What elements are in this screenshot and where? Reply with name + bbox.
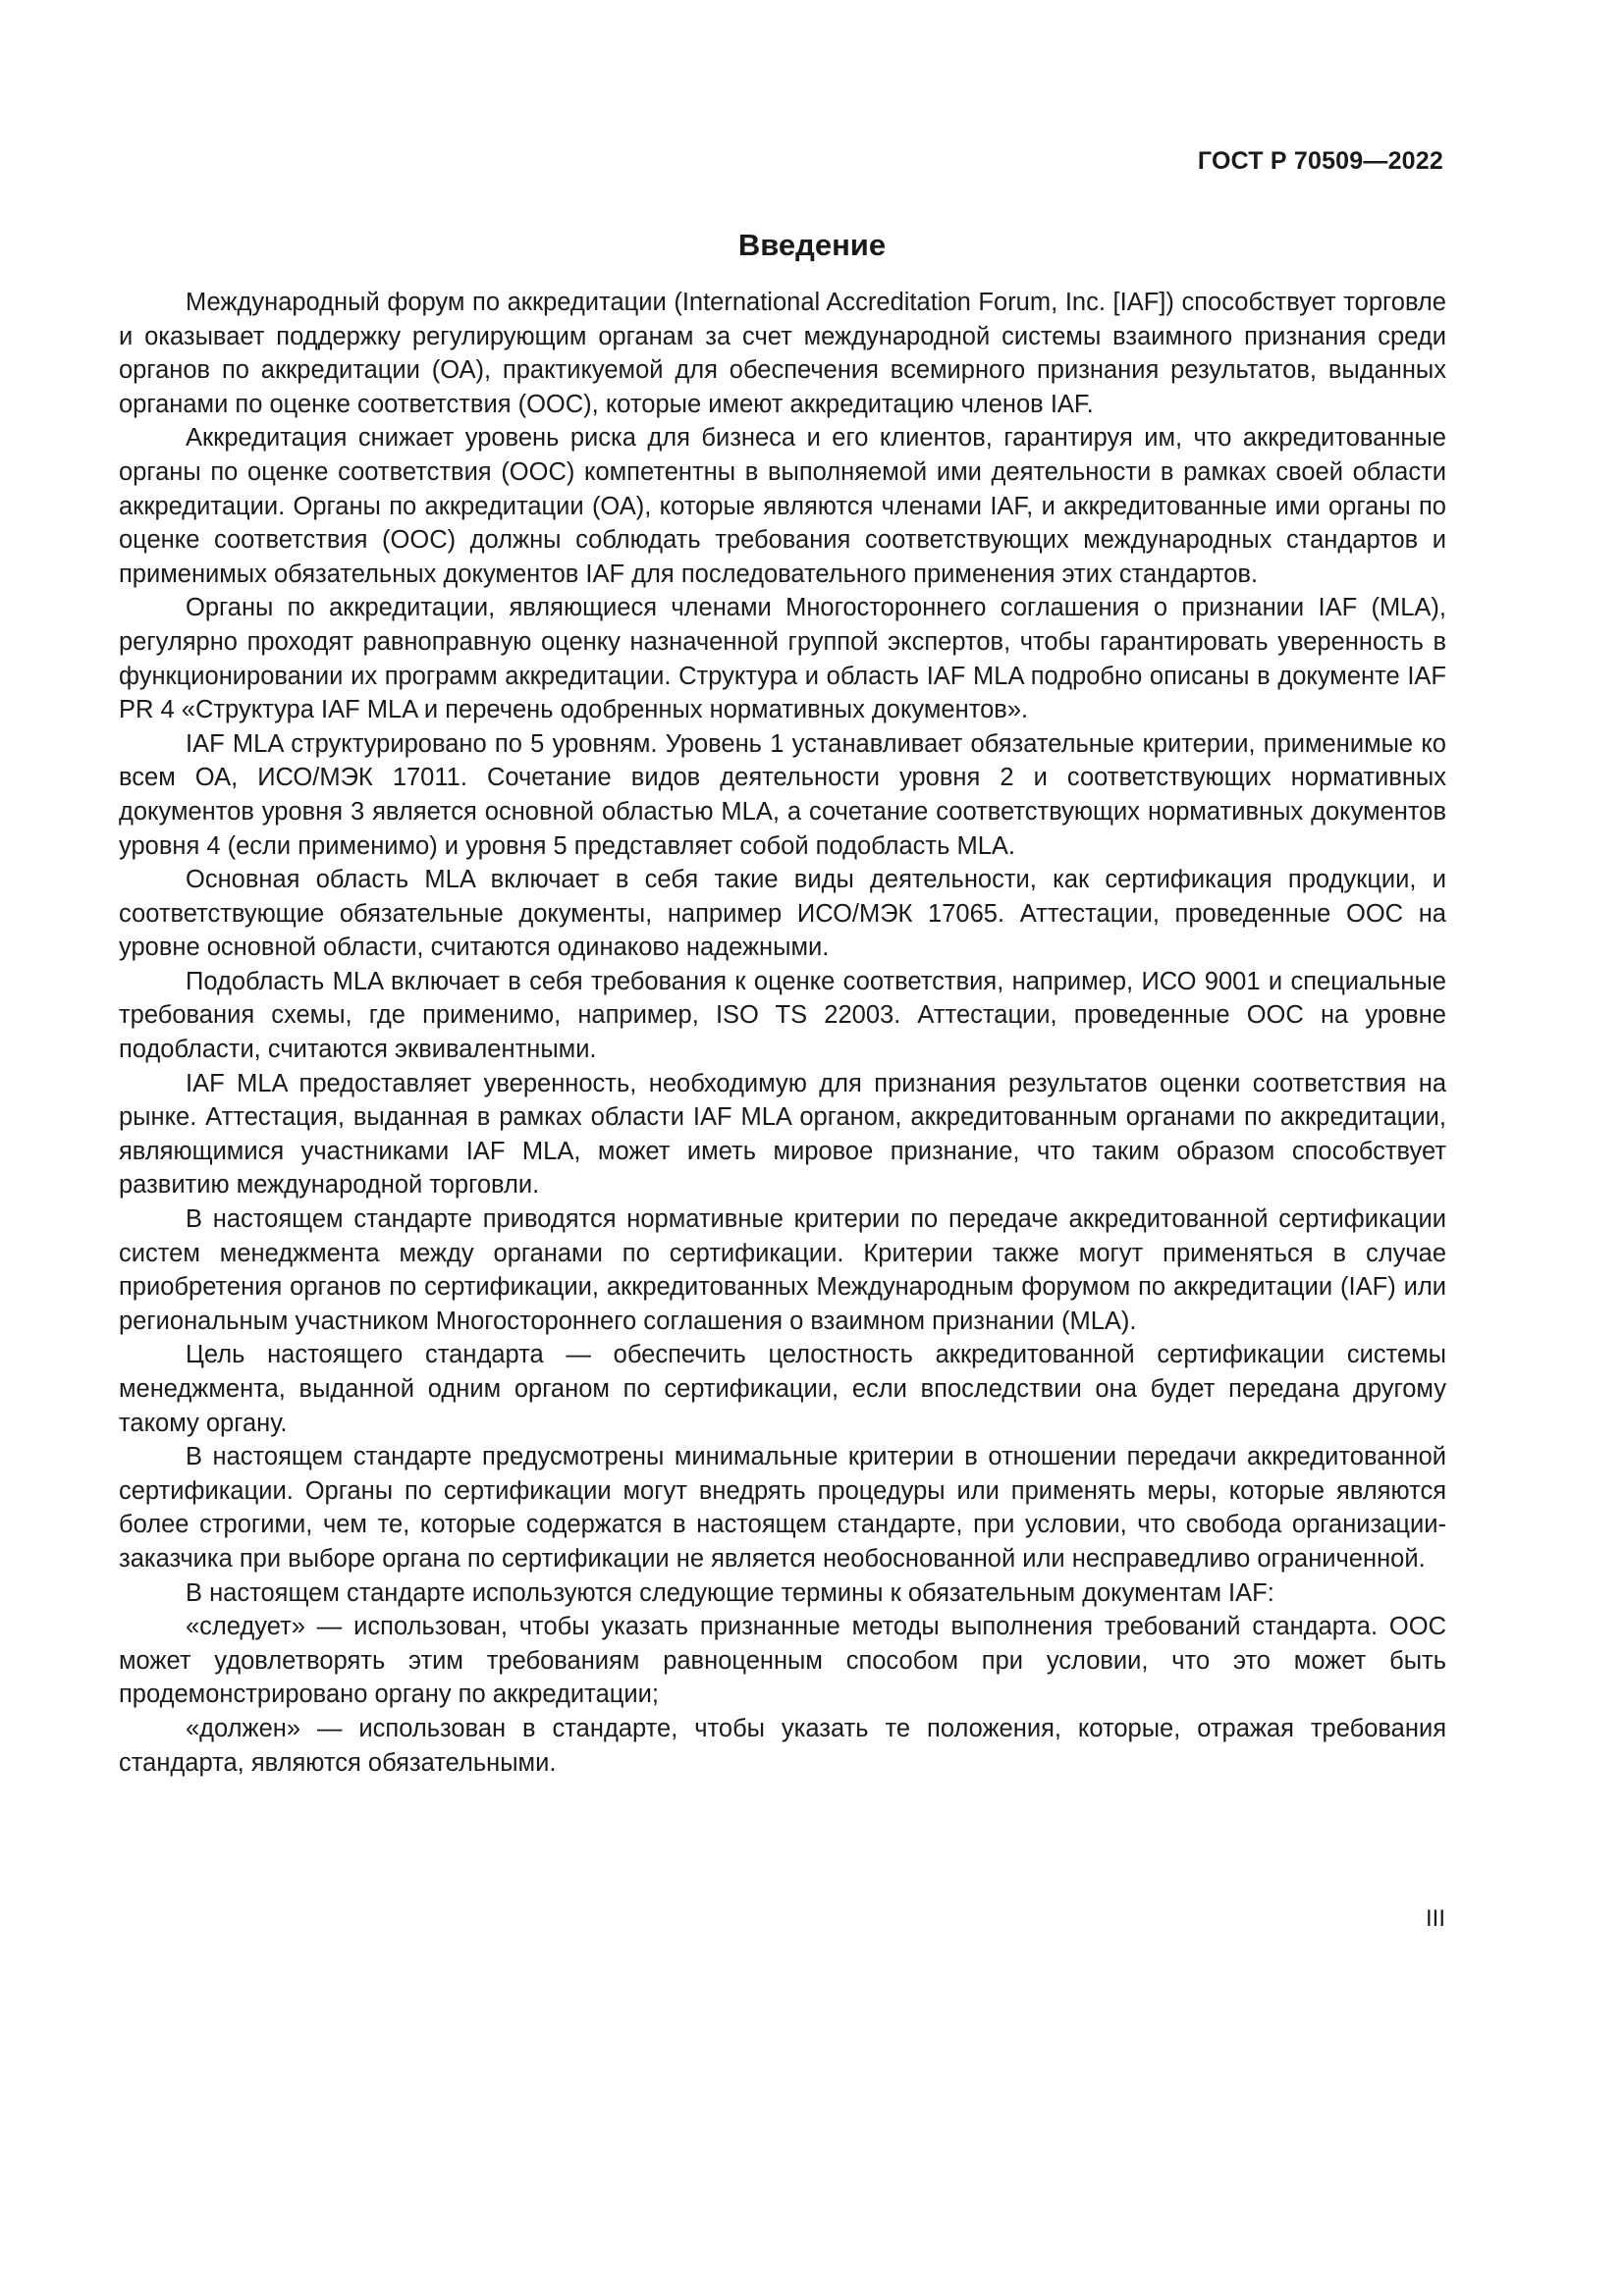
body-text xyxy=(119,286,1446,1780)
document-header: ГОСТ Р 70509—2022 xyxy=(1197,147,1443,175)
paragraph: IAF MLA предоставляет уверенность, необходимую для признания результатов оценки соответствия на рынке. Аттестация, выданная в рамках области IAF MLA органом, аккредитованным органами по аккредитации, являющимися участниками IAF MLA, может иметь мировое признание, что таким образом способствует развитию международной торговли. xyxy=(119,1069,1446,1200)
paragraph: Международный форум по аккредитации (International Accreditation Forum, Inc. [IAF]) способствует торговле и оказывает поддержку регулирующим органам за счет международной системы взаимного признания среди органов по аккредитации (ОА), практикуемой для обеспечения всемирного признания результатов, выданных органами по оценке соответствия (ООС), которые имеют аккредитацию членов IAF. xyxy=(119,289,1446,418)
section-title: Введение xyxy=(737,228,887,262)
paragraph: Аккредитация снижает уровень риска для бизнеса и его клиентов, гарантируя им, что аккредитованные органы по оценке соответствия (ООС) компетентны в выполняемой ими деятельности в рамках своей области аккредитации. Органы по аккредитации (ОА), которые являются членами IAF, и аккредитованные ими органы по оценке соответствия (ООС) должны соблюдать требования соответствующих международных стандартов и применимых обязательных документов IAF для последовательного применения этих стандартов. xyxy=(119,424,1446,588)
paragraph: Органы по аккредитации, являющиеся членами Многостороннего соглашения о признании IAF (MLA), регулярно проходят равноправную оценку назначенной группой экспертов, чтобы гарантировать уверенность в функционировании их программ аккредитации. Структура и область IAF MLA подробно описаны в документе IAF PR 4 «Структура IAF MLA и перечень одобренных нормативных документов». xyxy=(119,594,1446,724)
paragraph: IAF MLA структурировано по 5 уровням. Уровень 1 устанавливает обязательные критерии, применимые ко всем ОА, ИСО/МЭК 17011. Сочетание видов деятельности уровня 2 и соответствующих нормативных документов уровня 3 является основной областью MLA, а сочетание соответствующих нормативных документов уровня 4 (если применимо) и уровня 5 представляет собой подобласть MLA. xyxy=(119,729,1446,860)
paragraph: В настоящем стандарте используются следующие термины к обязательным документам IAF: xyxy=(186,1578,1274,1607)
paragraph: «должен» — использован в стандарте, чтобы указать те положения, которые, отражая требования стандарта, являются обязательными. xyxy=(119,1714,1446,1777)
page-number: III xyxy=(1425,1905,1445,1932)
paragraph: «следует» — использован, чтобы указать признанные методы выполнения требований стандарта. ООС может удовлетворять этим требованиям равноценным способом при условии, что это может быть продемонстрировано органу по аккредитации; xyxy=(119,1613,1446,1709)
paragraph: Подобласть MLA включает в себя требования к оценке соответствия, например, ИСО 9001 и специальные требования схемы, где применимо, например, ISO TS 22003. Аттестации, проведенные ООС на уровне подобласти, считаются эквивалентными. xyxy=(119,967,1446,1064)
paragraph: В настоящем стандарте предусмотрены минимальные критерии в отношении передачи аккредитованной сертификации. Органы по сертификации могут внедрять процедуры или применять меры, которые являются более строгими, чем те, которые содержатся в настоящем стандарте, при условии, что свобода организации-заказчика при выборе органа по сертификации не является необоснованной или несправедливо ограниченной. xyxy=(119,1443,1446,1573)
paragraph: Цель настоящего стандарта — обеспечить целостность аккредитованной сертификации системы менеджмента, выданной одним органом по сертификации, если впоследствии она будет передана другому такому органу. xyxy=(119,1341,1446,1437)
paragraph: Основная область MLA включает в себя такие виды деятельности, как сертификация продукции, и соответствующие обязательные документы, например ИСО/МЭК 17065. Аттестации, проведенные ООС на уровне основной области, считаются одинаково надежными. xyxy=(119,866,1446,962)
paragraph: В настоящем стандарте приводятся нормативные критерии по передаче аккредитованной сертификации систем менеджмента между органами по сертификации. Критерии также могут применяться в случае приобретения органов по сертификации, аккредитованных Международным форумом по аккредитации (IAF) или региональным участником Многостороннего соглашения о взаимном признании (MLA). xyxy=(119,1205,1446,1335)
